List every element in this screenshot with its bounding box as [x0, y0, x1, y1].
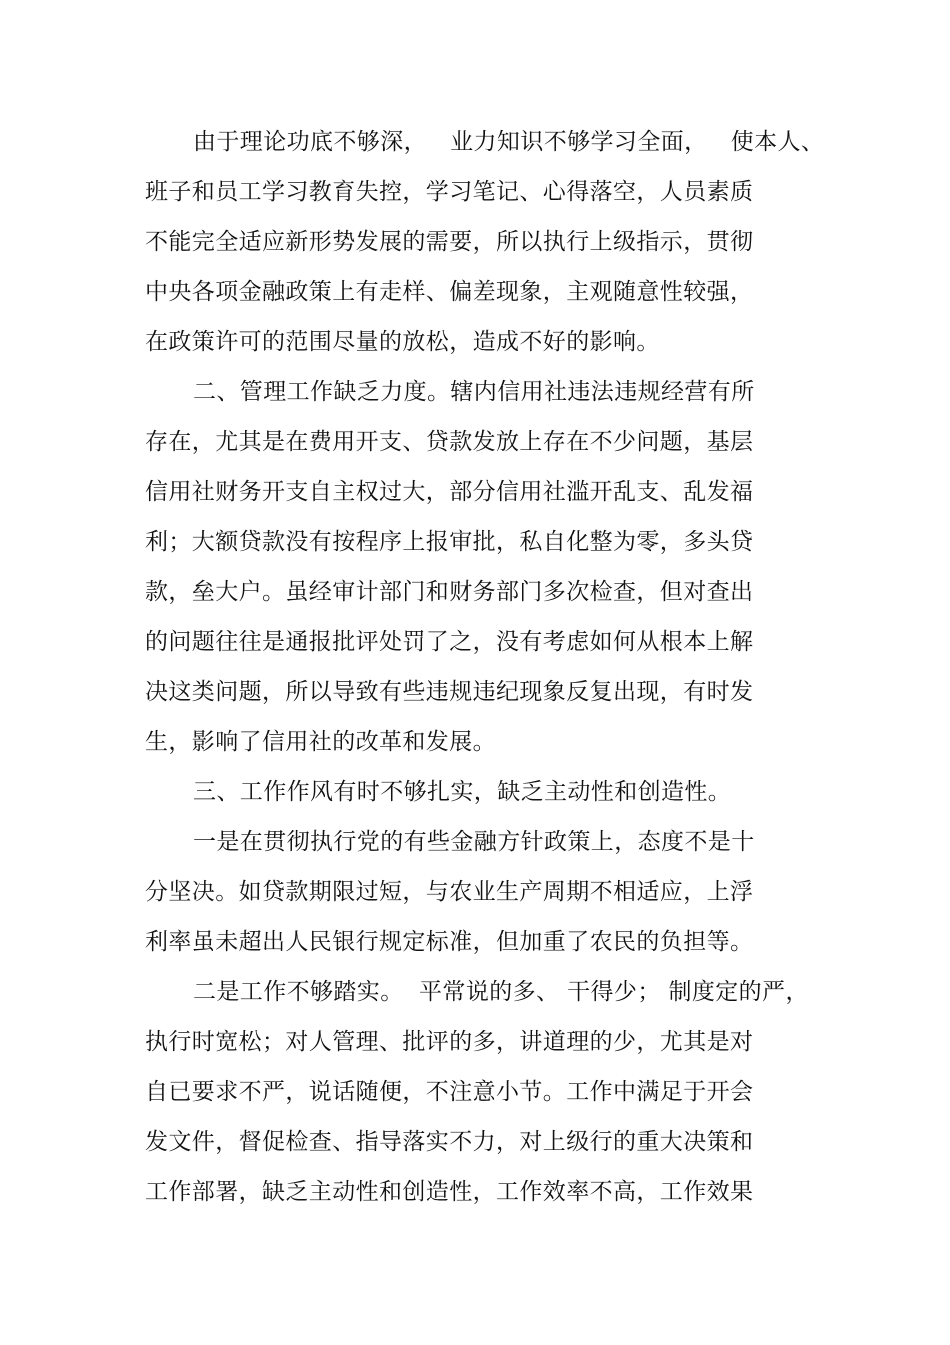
paragraph-line: 决这类问题，所以导致有些违规违纪现象反复出现，有时发 [145, 679, 754, 705]
paragraph-line: 三、工作作风有时不够扎实，缺乏主动性和创造性。 [193, 779, 732, 805]
paragraph-line: 二是工作不够踏实。 平常说的多、 干得少； 制度定的严， [193, 979, 809, 1005]
paragraph-line: 工作部署，缺乏主动性和创造性，工作效率不高，工作效果 [145, 1179, 754, 1205]
paragraph-line: 自已要求不严，说话随便，不注意小节。工作中满足于开会 [145, 1079, 754, 1105]
paragraph-line: 执行时宽松；对人管理、批评的多，讲道理的少，尤其是对 [145, 1029, 754, 1055]
paragraph-line: 生，影响了信用社的改革和发展。 [145, 729, 496, 755]
paragraph-line: 的问题往往是通报批评处罚了之，没有考虑如何从根本上解 [145, 629, 754, 655]
paragraph-line: 款，垒大户。虽经审计部门和财务部门多次检查，但对查出 [145, 579, 754, 605]
paragraph-line: 利率虽未超出人民银行规定标准，但加重了农民的负担等。 [145, 929, 754, 955]
paragraph-line: 信用社财务开支自主权过大，部分信用社滥开乱支、乱发福 [145, 479, 754, 505]
paragraph-line: 发文件，督促检查、指导落实不力，对上级行的重大决策和 [145, 1129, 754, 1155]
paragraph-line: 二、管理工作缺乏力度。辖内信用社违法违规经营有所 [193, 379, 755, 405]
paragraph-line: 中央各项金融政策上有走样、偏差现象，主观随意性较强， [145, 279, 754, 305]
paragraph-line: 利；大额贷款没有按程序上报审批，私自化整为零，多头贷 [145, 529, 754, 555]
paragraph-line: 一是在贯彻执行党的有些金融方针政策上，态度不是十 [193, 829, 755, 855]
paragraph-line: 在政策许可的范围尽量的放松，造成不好的影响。 [145, 329, 660, 355]
paragraph-line: 存在，尤其是在费用开支、贷款发放上存在不少问题，基层 [145, 429, 754, 455]
paragraph-line: 不能完全适应新形势发展的需要，所以执行上级指示，贯彻 [145, 229, 754, 255]
paragraph-line: 由于理论功底不够深， 业力知识不够学习全面， 使本人、 [193, 129, 825, 155]
paragraph-line: 班子和员工学习教育失控，学习笔记、心得落空，人员素质 [145, 179, 754, 205]
paragraph-line: 分坚决。如贷款期限过短，与农业生产周期不相适应，上浮 [145, 879, 754, 905]
